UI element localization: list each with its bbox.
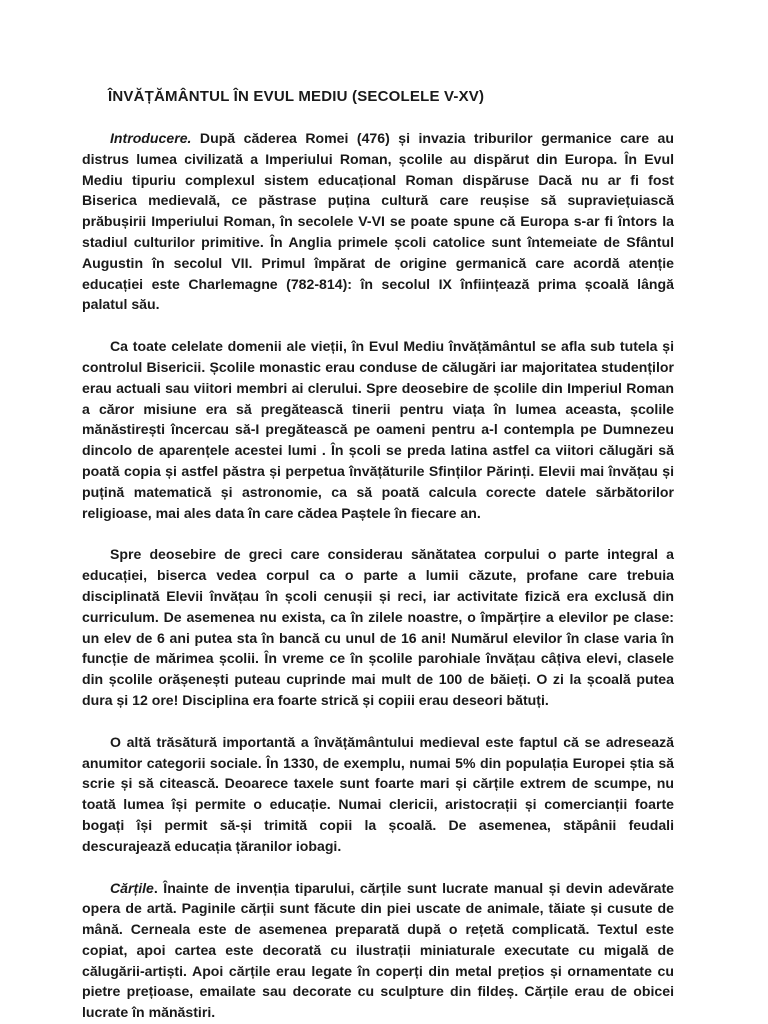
paragraph-introducere bbox=[82, 128, 674, 315]
paragraph-text: O altă trăsătură importantă a învățământului medieval este faptul că se adresează anumitor categorii sociale. În 1330, de exemplu, numai 5% din populația Europei știa să scrie și să citească. Deoarece taxele sunt foarte mari și cărțile extrem de scumpe, nu toată lumea își permite o educație. Numai clericii, aristocrații și comercianții foarte bogați își permit să-și trimită copii la școală. De asemenea, stăpânii feudali descurajează educația țăranilor iobagi. bbox=[82, 733, 674, 854]
paragraph-text: După căderea Romei (476) și invazia triburilor germanice care au distrus lumea civilizată a Imperiului Roman, școlile au dispărut din Europa. În Evul Mediu tipuriu complexul sistem educațional Roman dispăruse Dacă nu ar fi fost Biserica medievală, ce păstrase puțina cultură care reușise să supraviețuiască prăbușirii Imperiului Roman, în secolele V-VI se poate spune că Europa s-ar fi întors la stadiul culturilor primitive. În Anglia primele școli catolice sunt întemeiate de Sfântul Augustin în secolul VII. Primul împărat de origine germanică care acordă atenție educației este Charlemagne (782-814): în secolul IX înființează prima școală lângă palatul său. bbox=[82, 130, 674, 313]
paragraph-text: Spre deosebire de greci care considerau sănătatea corpului o parte integral a educației, biserca vedea corpul ca o parte a lumii căzute, profane care trebuia disciplinată Elevii învățau în școli cenușii și reci, iar activitate fizică era exclusă din curriculum. De asemenea nu exista, ca în zilele noastre, o împărțire a elevilor pe clase: un elev de 6 ani putea sta în bancă cu unul de 16 ani! Numărul elevilor în clase varia în funcție de mărimea școlii. În vreme ce în școlile parohiale învățau câțiva elevi, clasele din școlile orășenești puteau cuprinde mai mult de 100 de băieți. O zi la școală putea dura și 12 ore! Disciplina era foarte strică și copiii erau deseori bătuți. bbox=[82, 546, 674, 708]
paragraph-lead: Cărțile bbox=[110, 879, 154, 896]
paragraph-cartile bbox=[82, 878, 674, 1024]
paragraph-lead: Introducere. bbox=[110, 130, 192, 146]
paragraph-church-control bbox=[82, 336, 674, 523]
document-title: ÎNVĂȚĂMÂNTUL ÎN EVUL MEDIU (SECOLELE V-XV) bbox=[108, 88, 485, 105]
paragraph-text: Ca toate celelate domenii ale vieții, în Evul Mediu învățământul se afla sub tutela și controlul Bisericii. Școlile monastic erau conduse de călugări iar majoritatea studenților erau actuali sau viitori membri ai clerului. Spre deosebire de școlile din Imperiul Roman a căror misiune era să pregătească tinerii pentru viața în lumea aceasta, școlile mănăstirești încercau să-I pregătească pe oameni pentru a-l contempla pe Dumnezeu dincolo de aparențele acestei lumi . În școli se preda latina astfel ca viitori călugări să poată copia și astfel păstra și perpetua învățăturile Sfinților Părinți. Elevii mai învățau și puțină matematică și astronomie, ca să poată calcula corecte datele sărbătorilor religioase, mai ales data în care cădea Paștele în fiecare an. bbox=[82, 338, 674, 521]
paragraph-discipline bbox=[82, 544, 674, 710]
paragraph-social-categories bbox=[82, 732, 674, 857]
paragraph-text: . Înainte de invenția tiparului, cărțile sunt lucrate manual și devin adevărate opera de artă. Paginile cărții sunt făcute din piei uscate de animale, tăiate și cusute de mână. Cerneala este de asemenea preparată după o rețetă complicată. Textul este copiat, apoi cartea este decorată cu ilustrații miniaturale executate cu migală de călugării-artiști. Apoi cărțile erau legate în coperți din metal prețios și ornamentate cu pietre prețioase, emailate sau decorate cu sculpture din fildeș. Cărțile erau de obicei lucrate în mănăstiri. bbox=[82, 879, 674, 1021]
